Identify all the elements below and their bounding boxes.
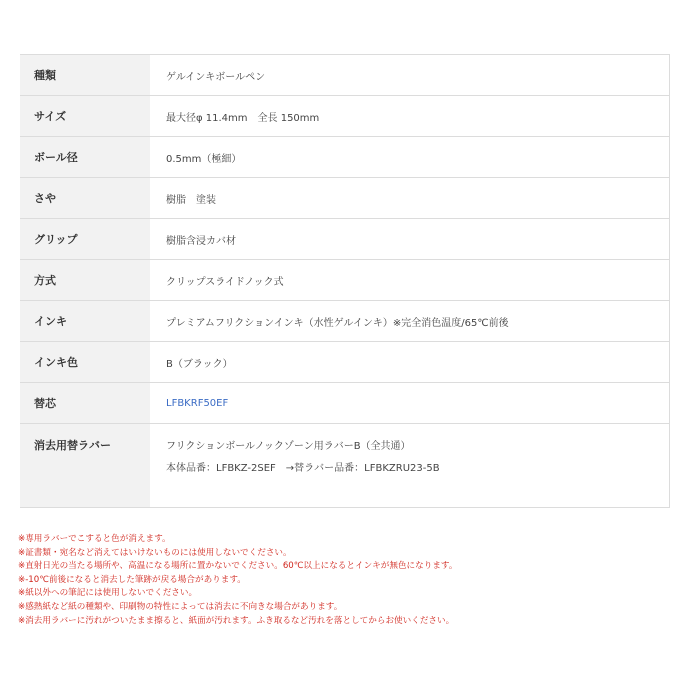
spec-row-grip [20,219,670,260]
spec-value [150,383,670,424]
spec-table [20,54,670,508]
refill-link[interactable]: LFBKRF50EF [166,397,229,409]
caution-note: ※消去用ラバーに汚れがついたまま擦ると、紙面が汚れます。ふき取るなど汚れを落としてからお使いください。 [18,615,455,626]
eraser-refill-line-1: フリクションボールノックゾーン用ラバーB（全共通） [166,441,411,452]
spec-label: 方式 [20,260,150,301]
spec-label: サイズ [20,96,150,137]
eraser-refill-line-2: 本体品番：LFBKZ-2SEF →替ラバー品番：LFBKZRU23-5B [166,463,440,474]
spec-row-mechanism [20,260,670,301]
spec-row-ball-diameter [20,137,670,178]
spec-row-ink-color [20,342,670,383]
spec-row-barrel [20,178,670,219]
spec-value: 0.5mm（極細） [150,137,670,178]
caution-note: ※-10℃前後になると消去した筆跡が戻る場合があります。 [18,574,246,585]
spec-label: ボール径 [20,137,150,178]
spec-label: 替芯 [20,383,150,424]
caution-notes [18,533,678,628]
spec-label: さや [20,178,150,219]
spec-row-ink [20,301,670,342]
spec-label: インキ色 [20,342,150,383]
spec-value [150,424,670,508]
caution-note: ※専用ラバーでこすると色が消えます。 [18,534,171,544]
spec-value: 最大径φ 11.4mm 全長 150mm [150,96,670,137]
spec-label: 種類 [20,55,150,96]
spec-value: クリップスライドノック式 [150,260,670,301]
spec-label: 消去用替ラバー [20,424,150,508]
caution-note: ※直射日光の当たる場所や、高温になる場所に置かないでください。60℃以上になるとインキが無色になります。 [18,561,458,572]
spec-row-size [20,96,670,137]
spec-label: インキ [20,301,150,342]
spec-row-eraser-refill [20,424,670,508]
spec-value: 樹脂 塗装 [150,178,670,219]
spec-value: 樹脂含浸カバ材 [150,219,670,260]
spec-value: プレミアムフリクションインキ（水性ゲルインキ）※完全消色温度/65℃前後 [150,301,670,342]
caution-note: ※紙以外への筆記には使用しないでください。 [18,588,198,599]
caution-note: ※証書類・宛名など消えてはいけないものには使用しないでください。 [18,547,292,558]
spec-row-type [20,55,670,96]
spec-label: グリップ [20,219,150,260]
caution-note: ※感熱紙など紙の種類や、印刷物の特性によっては消去に不向きな場合があります。 [18,601,343,612]
spec-row-refill [20,383,670,424]
spec-value: B（ブラック） [150,342,670,383]
spec-value: ゲルインキボールペン [150,55,670,96]
